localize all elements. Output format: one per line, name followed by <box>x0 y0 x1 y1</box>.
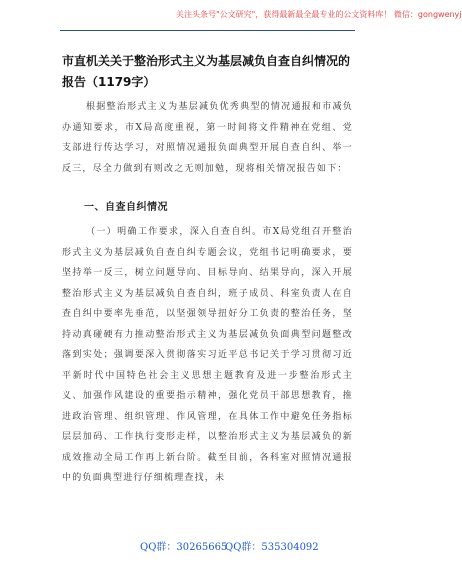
section-heading-self-inspection: 一、自查自纠情况 <box>84 202 168 213</box>
footer-qq-group-1: QQ群：30265665 <box>140 542 228 553</box>
body-paragraph: （一）明确工作要求，深入自查自纠。市X局党组召开整治形式主义为基层减负自查自纠专题会议，党组书记明确要求，要坚持举一反三，树立问题导向、目标导向、结果导向，深入开展整治形式主义为基层减负自查自纠，班子成员、科室负责人在自查自纠中要率先垂范，以坚强领导扭好分工负责的整治任务，坚持动真碰硬有力推动整治形式主义为基层减负负面典型问题整改落到实处；强调要深入贯彻落实习近平总书记关于学习贯彻习近平新时代中国特色社会主义思想主题教育及进一步整治形式主义、加强作风建设的重要指示精神，强化党员干部思想教育，推进政治管理、组织管理、作风管理，在具体工作中避免任务指标层层加码、工作执行变形走样，以整治形式主义为基层减负的新成效推动全局工作再上新台阶。截至目前，各科室对照情况通报中的负面典型进行仔细梳理查找，未 <box>62 227 353 483</box>
intro-paragraph: 根据整治形式主义为基层减负优秀典型的情况通报和市减负办通知要求，市X局高度重视，第一时间将文件精神在党组、党支部进行传达学习，对照情况通报负面典型开展自查自纠、举一反三，尽全力做到有则改之无则加勉，现将相关情况报告如下： <box>62 102 353 174</box>
header-banner: 关注头条号"公文研究"，获得最新最全最专业的公文资料库！ 微信：gongwenyj <box>176 10 462 19</box>
footer-qq-group-2: QQ群：535304092 <box>225 542 319 553</box>
header-divider <box>60 30 355 31</box>
document-title: 市直机关关于整治形式主义为基层减负自查自纠情况的报告（1179字） <box>62 54 351 89</box>
